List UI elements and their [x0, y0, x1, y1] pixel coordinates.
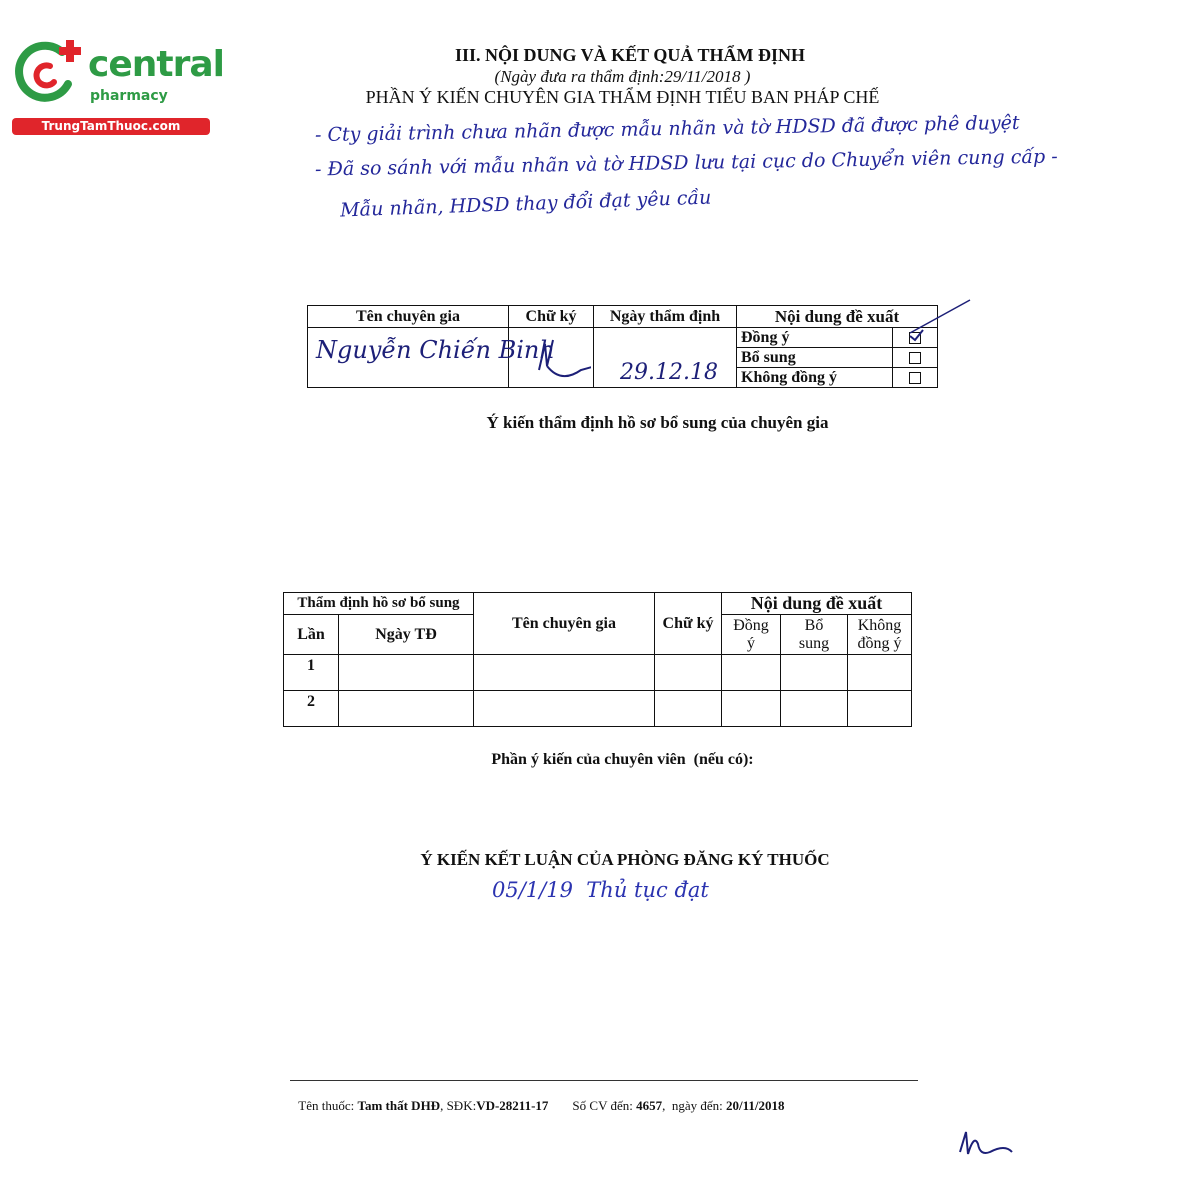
section-title: III. NỘI DUNG VÀ KẾT QUẢ THẨM ĐỊNH — [454, 45, 806, 65]
signature-cell — [509, 328, 594, 388]
table-row — [284, 691, 912, 727]
footer-sdk: VD-28211-17 — [476, 1098, 549, 1113]
handwritten-signature-icon — [511, 330, 591, 388]
footer-info — [292, 1082, 785, 1114]
sub-disagree-1: Không — [857, 616, 902, 634]
handwritten-comment-1: - Cty giải trình chưa nhãn được mẫu nhãn và tờ HDSD đã được phê duyệt — [314, 111, 1020, 147]
sub-disagree-2: đồng ý — [857, 634, 902, 652]
sub-supplement-1: Bổ — [804, 616, 824, 634]
sub-agree-1: Đồng — [733, 616, 769, 634]
sub-supplement-2: sung — [798, 634, 830, 652]
col-signature: Chữ ký — [509, 306, 594, 328]
handwritten-comment-3: Mẫu nhãn, HDSD thay đổi đạt yêu cầu — [339, 186, 712, 222]
row-signature-cell[interactable] — [655, 691, 722, 727]
conclusion-title: Ý KIẾN KẾT LUẬN CỦA PHÒNG ĐĂNG KÝ THUỐC — [420, 850, 830, 869]
footer-sdk-label: , SĐK: — [440, 1098, 477, 1113]
assessment-date: (Ngày đưa ra thẩm định:29/11/2018 ) — [494, 67, 751, 86]
supplement-col-signature: Chữ ký — [655, 593, 722, 655]
footer-divider — [290, 1080, 918, 1081]
footer-date: 20/11/2018 — [726, 1098, 785, 1113]
brand-name: central — [88, 44, 224, 85]
row-expert-cell[interactable] — [474, 655, 655, 691]
supplement-group-header: Thẩm định hồ sơ bổ sung — [284, 593, 474, 615]
specialist-opinion-title: Phần ý kiến của chuyên viên (nếu có): — [491, 751, 754, 768]
option-label-disagree: Không đồng ý — [737, 368, 893, 388]
handwritten-comment-2: - Đã so sánh với mẫu nhãn và tờ HDSD lưu tại cục do Chuyển viên cung cấp - — [314, 145, 1058, 181]
row-signature-cell[interactable] — [655, 655, 722, 691]
supplement-col-supplement — [781, 615, 848, 655]
row-number: 2 — [284, 691, 339, 727]
footer-cv-label: Số CV đến: — [572, 1098, 637, 1113]
conclusion-handwritten: 05/1/19 Thủ tục đạt — [492, 878, 709, 902]
footer-drug-label: Tên thuốc: — [298, 1098, 358, 1113]
check-stroke-icon — [905, 298, 975, 338]
row-date-cell[interactable] — [339, 655, 474, 691]
col-expert-name: Tên chuyên gia — [308, 306, 509, 328]
expert-name-cell — [308, 328, 555, 388]
brand-site-badge[interactable]: TrungTamThuoc.com — [12, 118, 210, 135]
initial-signature-icon — [950, 1122, 1020, 1172]
assessment-date-handwritten: 29.12.18 — [620, 360, 718, 385]
row-date-cell[interactable] — [339, 691, 474, 727]
expert-name-signature: Nguyễn Chiến Binh — [316, 336, 555, 364]
checkbox-disagree[interactable] — [909, 372, 921, 384]
row-expert-cell[interactable] — [474, 691, 655, 727]
option-label-supplement: Bổ sung — [737, 348, 893, 368]
row-supplement-cell[interactable] — [781, 655, 848, 691]
supplement-table — [283, 592, 912, 727]
supplement-opinion-title: Ý kiến thẩm định hồ sơ bổ sung của chuyên gia — [486, 413, 829, 432]
date-cell — [594, 328, 737, 388]
col-assessment-date: Ngày thẩm định — [594, 306, 737, 328]
supplement-col-disagree — [848, 615, 912, 655]
row-agree-cell[interactable] — [722, 655, 781, 691]
brand-sub: pharmacy — [90, 88, 168, 104]
footer-date-label: , ngày đến: — [662, 1098, 727, 1113]
supplement-col-date: Ngày TĐ — [339, 615, 474, 655]
expert-assessment-table — [307, 305, 938, 388]
supplement-col-expert: Tên chuyên gia — [474, 593, 655, 655]
footer-drug-name: Tam thất DHĐ — [357, 1098, 441, 1113]
option-box-disagree[interactable] — [893, 368, 938, 388]
option-label-agree: Đồng ý — [737, 328, 893, 348]
expert-section-heading: PHẦN Ý KIẾN CHUYÊN GIA THẨM ĐỊNH TIỂU BAN PHÁP CHẾ — [365, 87, 880, 107]
table-row — [284, 655, 912, 691]
row-supplement-cell[interactable] — [781, 691, 848, 727]
supplement-col-proposal: Nội dung đề xuất — [722, 593, 912, 615]
checkbox-supplement[interactable] — [909, 352, 921, 364]
row-disagree-cell[interactable] — [848, 655, 912, 691]
supplement-col-agree — [722, 615, 781, 655]
supplement-col-lan: Lần — [284, 615, 339, 655]
col-proposal: Nội dung đề xuất — [737, 306, 938, 328]
option-box-supplement[interactable] — [893, 348, 938, 368]
row-agree-cell[interactable] — [722, 691, 781, 727]
row-number: 1 — [284, 655, 339, 691]
footer-cv: 4657 — [636, 1098, 663, 1113]
sub-agree-2: ý — [747, 634, 755, 652]
row-disagree-cell[interactable] — [848, 691, 912, 727]
